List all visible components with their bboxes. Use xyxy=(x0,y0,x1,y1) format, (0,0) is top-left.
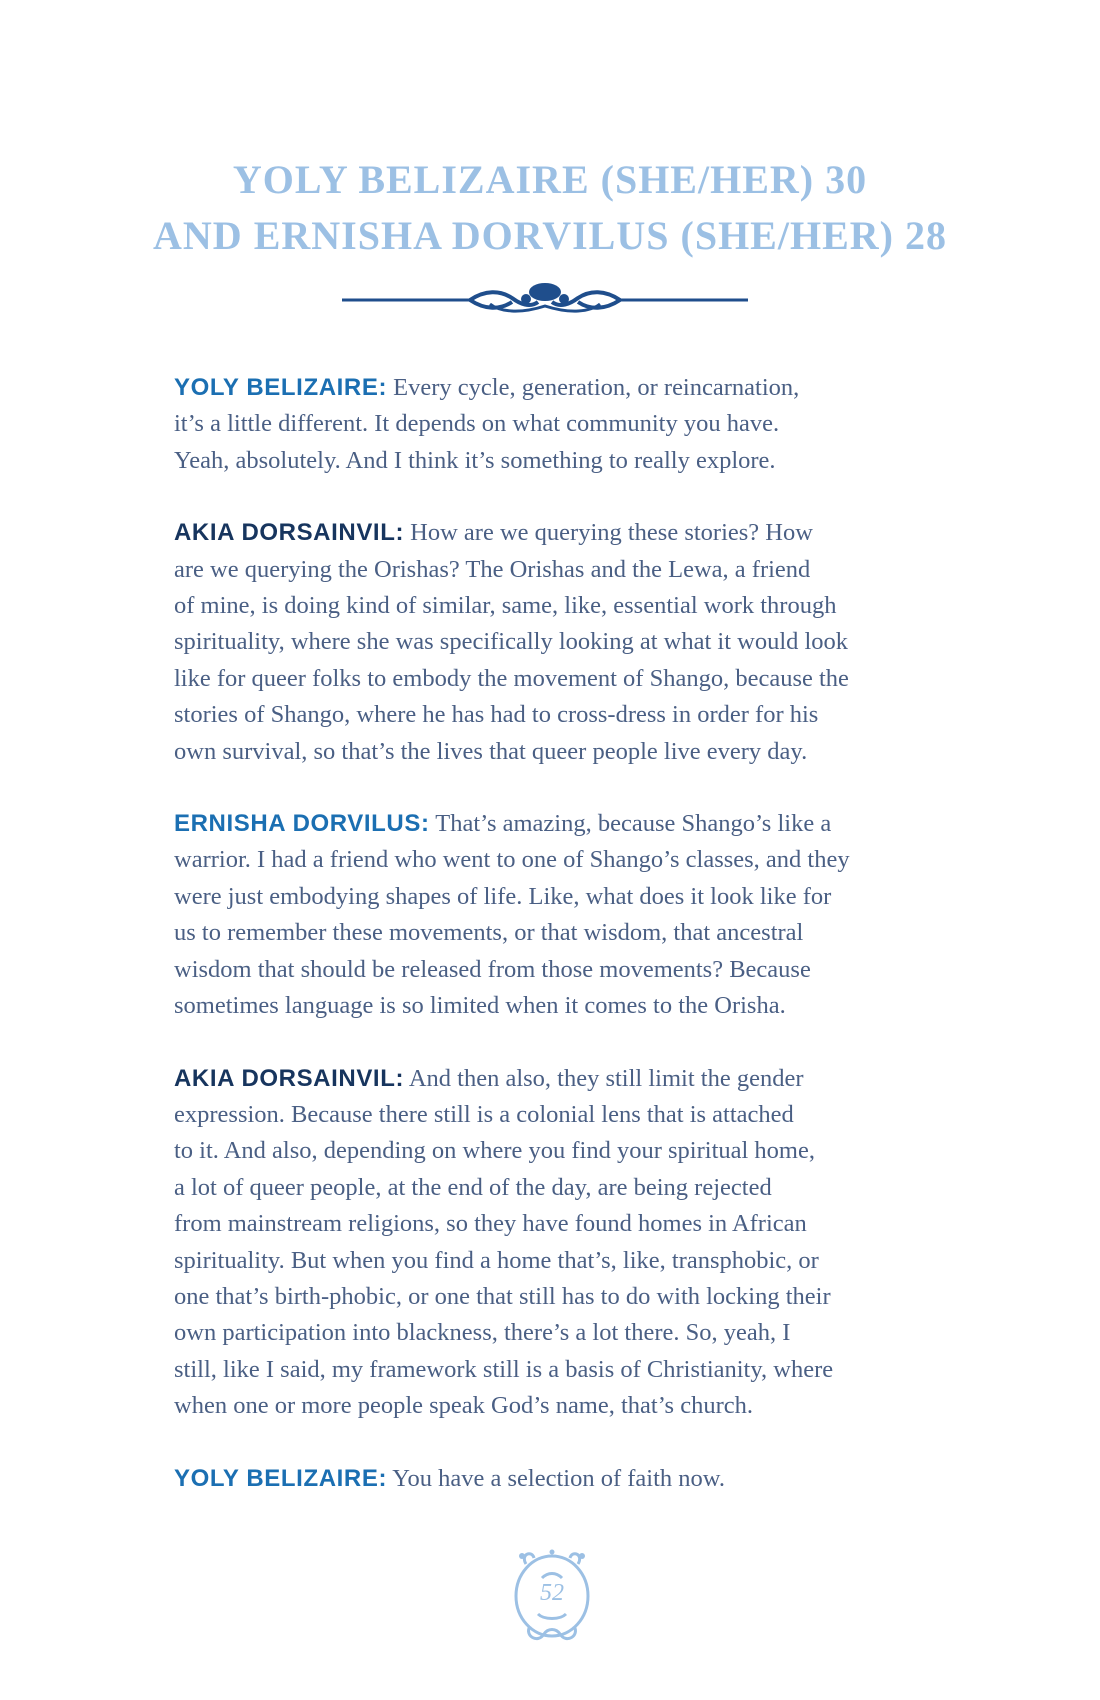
ornamental-flourish-divider-icon xyxy=(340,282,750,316)
page-number: 52 xyxy=(540,1580,564,1606)
title-line-1: YOLY BELIZAIRE (SHE/HER) 30 xyxy=(232,157,868,202)
speaker-name: YOLY BELIZAIRE: xyxy=(174,374,388,401)
speaker-name: AKIA DORSAINVIL: xyxy=(174,519,405,547)
interview-transcript xyxy=(174,370,964,1533)
speaker-name: ERNISHA DORVILUS: xyxy=(174,810,430,838)
title-line-2: AND ERNISHA DORVILUS (SHE/HER) 28 xyxy=(153,213,947,258)
dialogue-paragraph xyxy=(174,806,964,1024)
dialogue-paragraph xyxy=(174,1061,964,1425)
dialogue-paragraph xyxy=(174,1461,964,1497)
dialogue-text: How are we querying these stories? How are we querying the Orishas? The Orishas and the Lewa, a friend of mine, is doing kind of similar, same, like, essential work through spirituality, where she was specifically looking at what it would look like for queer folks to embody the movement of Shango, because the stories of Shango, where he has had to cross-dress in order for his own survival, so that’s the lives that queer people live every day. xyxy=(174,519,849,765)
speaker-name: AKIA DORSAINVIL: xyxy=(174,1064,405,1092)
dialogue-text: That’s amazing, because Shango’s like a warrior. I had a friend who went to one of Shango’s classes, and they were just embodying shapes of life. Like, what does it look like for us to remember these movements, or that wisdom, that ancestral wisdom that should be released from those movements? Because sometimes language is so limited when it comes to the Orisha. xyxy=(174,810,850,1020)
dialogue-paragraph xyxy=(174,370,964,479)
dialogue-paragraph xyxy=(174,515,964,770)
dialogue-text: You have a selection of faith now. xyxy=(387,1464,725,1492)
dialogue-text: Every cycle, generation, or reincarnation, it’s a little different. It depends on what community you have. Yeah, absolutely. And I think it’s something to really explore. xyxy=(174,374,800,474)
page-title xyxy=(0,152,1100,264)
dialogue-text: And then also, they still limit the gender expression. Because there still is a colonial lens that is attached to it. And also, depending on where you find your spiritual home, a lot of queer people, at the end of the day, are being rejected from mainstream religions, so they have found homes in African spirituality. But when you find a home that’s, like, transphobic, or one that’s birth-phobic, or one that still has to do with locking their own participation into blackness, there’s a lot there. So, yeah, I still, like I said, my framework still is a basis of Christianity, where when one or more people speak God’s name, that’s church. xyxy=(174,1064,834,1420)
page-number-folio xyxy=(510,1548,594,1648)
speaker-name: YOLY BELIZAIRE: xyxy=(174,1464,388,1492)
